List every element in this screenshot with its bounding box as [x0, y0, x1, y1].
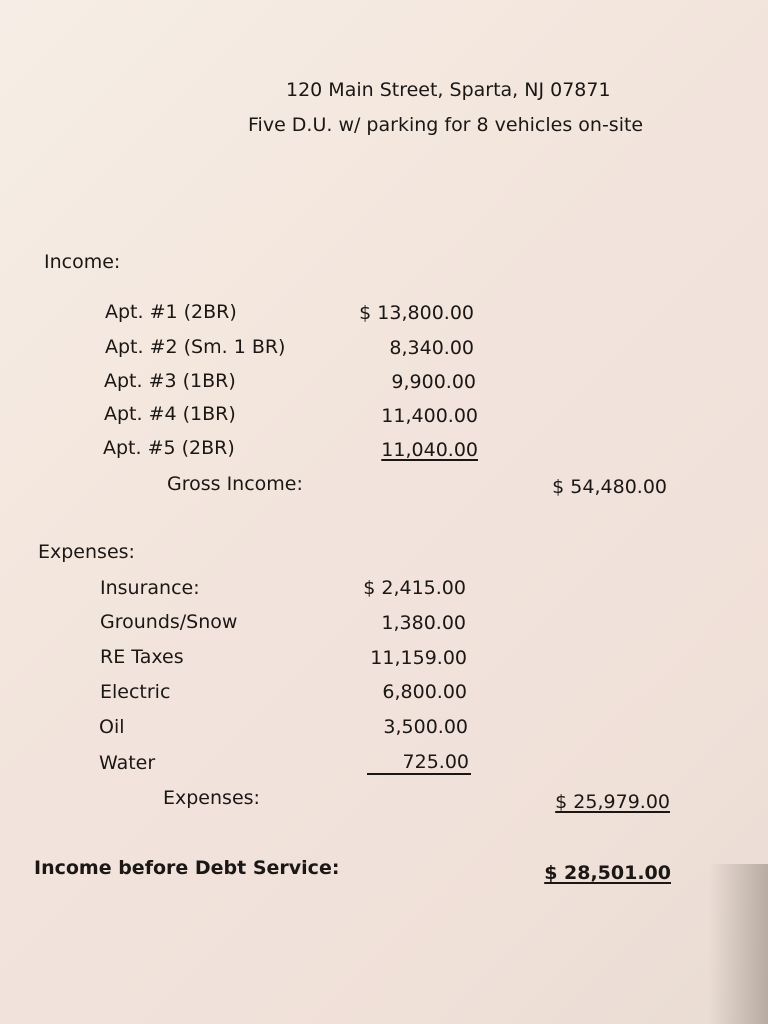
expense-item-amount: 1,380.00 [381, 612, 466, 634]
gross-income-label: Gross Income: [167, 473, 303, 495]
expense-item-amount: 725.00 [402, 751, 469, 773]
expense-item-label: Oil [99, 716, 125, 738]
expense-item-label: Insurance: [100, 577, 200, 599]
expense-item-label: RE Taxes [100, 646, 184, 668]
income-item-amount: 11,400.00 [381, 405, 478, 427]
income-heading: Income: [44, 251, 121, 273]
expenses-total-amount: $ 25,979.00 [555, 791, 670, 813]
income-item-label: Apt. #4 (1BR) [104, 403, 236, 425]
expenses-heading: Expenses: [38, 541, 135, 563]
expenses-total-label: Expenses: [163, 787, 260, 809]
expense-item-amount: 11,159.00 [370, 647, 467, 669]
income-item-amount: $ 13,800.00 [359, 302, 474, 324]
income-item-amount: 8,340.00 [389, 337, 474, 359]
expense-item-amount: 3,500.00 [383, 716, 468, 738]
expense-item-label: Grounds/Snow [100, 611, 238, 633]
page-shadow [708, 864, 768, 1024]
property-description: Five D.U. w/ parking for 8 vehicles on-site [248, 114, 644, 136]
gross-income-amount: $ 54,480.00 [552, 476, 667, 498]
income-item-label: Apt. #5 (2BR) [103, 437, 235, 459]
expense-item-label: Electric [100, 681, 171, 703]
income-item-label: Apt. #2 (Sm. 1 BR) [105, 336, 286, 358]
property-address: 120 Main Street, Sparta, NJ 07871 [286, 79, 611, 101]
income-item-label: Apt. #1 (2BR) [105, 301, 237, 323]
income-item-amount: 9,900.00 [391, 371, 476, 393]
net-income-amount: $ 28,501.00 [544, 862, 671, 884]
expense-item-label: Water [99, 752, 156, 774]
income-item-amount: 11,040.00 [381, 439, 478, 461]
subtotal-underline [367, 773, 471, 775]
income-item-label: Apt. #3 (1BR) [104, 370, 236, 392]
expense-item-amount: 6,800.00 [382, 681, 467, 703]
expense-item-amount: $ 2,415.00 [363, 577, 466, 599]
net-income-label: Income before Debt Service: [34, 857, 340, 879]
